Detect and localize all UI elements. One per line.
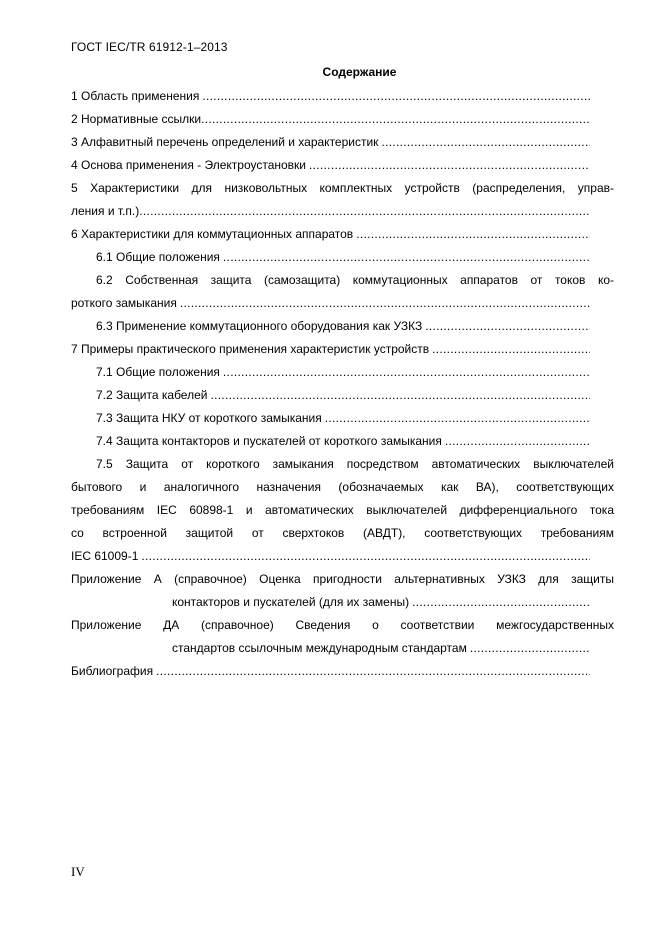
toc-entry-text-cont: стандартов ссылочным международным стандартам — [172, 641, 467, 655]
document-code-header: ГОСТ IEC/TR 61912-1–2013 — [71, 40, 228, 54]
toc-entry-text-cont: бытового и аналогичного назначения (обозначаемых как ВА), соответствующих — [71, 480, 614, 494]
toc-leader — [139, 200, 590, 223]
toc-entry-text: Приложение ДА (справочное) Сведения о соответствии межгосударственных — [71, 618, 614, 632]
toc-leader — [309, 154, 590, 177]
toc-leader — [432, 338, 590, 361]
toc-entry-text: 1 Область применения — [71, 89, 200, 103]
toc-entry-text: 4 Основа применения - Электроустановки — [71, 158, 307, 172]
toc-entry-4[interactable] — [71, 154, 590, 177]
toc-leader — [210, 384, 590, 407]
toc-entry-2[interactable] — [71, 108, 590, 131]
toc-leader — [325, 407, 590, 430]
toc-entry-text: 7.2 Защита кабелей — [96, 388, 208, 402]
toc-entry-text: 7.5 Защита от короткого замыкания посредством автоматических выключателей — [96, 457, 614, 471]
toc-entry-text-cont: роткого замыкания — [71, 296, 177, 310]
toc-entry-text: 6.3 Применение коммутационного оборудования как УЗКЗ — [96, 319, 423, 333]
toc-leader — [381, 131, 590, 154]
toc-entry-text: 7.4 Защита контакторов и пускателей от короткого замыкания — [96, 434, 442, 448]
toc-entry-text-cont: со встроенной защитой от сверхтоков (АВДТ), соответствующих требованиям — [71, 526, 614, 540]
toc-entry-appendix-a[interactable] — [71, 568, 614, 614]
toc-entry-text: 3 Алфавитный перечень определений и характеристик — [71, 135, 379, 149]
toc-entry-6-3[interactable] — [71, 315, 590, 338]
toc-leader — [470, 637, 590, 660]
toc-entry-bibliography[interactable] — [71, 660, 590, 683]
toc-leader — [202, 85, 590, 108]
toc-entry-text: Библиография — [71, 664, 154, 678]
toc-entry-7-2[interactable] — [71, 384, 590, 407]
toc-entry-3[interactable] — [71, 131, 590, 154]
toc-leader — [223, 246, 590, 269]
toc-entry-text: 6 Характеристики для коммутационных аппаратов — [71, 227, 354, 241]
toc-leader — [223, 361, 590, 384]
toc-entry-text-cont: требованиям IEC 60898-1 и автоматических выключателей дифференциального тока — [71, 503, 614, 517]
toc-entry-7-3[interactable] — [71, 407, 590, 430]
toc-entry-text-cont: ления и т.п.) — [71, 204, 140, 218]
page-title: Содержание — [322, 65, 397, 79]
toc-entry-appendix-da[interactable] — [71, 614, 614, 660]
toc-entry-text-cont: IEC 61009-1 — [71, 549, 139, 563]
toc-leader — [141, 545, 590, 568]
toc-entry-text: 6.1 Общие положения — [96, 250, 220, 264]
toc-leader — [412, 591, 590, 614]
toc-entry-text: 7.3 Защита НКУ от короткого замыкания — [96, 411, 322, 425]
table-of-contents — [71, 85, 614, 683]
toc-entry-text: 7.1 Общие положения — [96, 365, 220, 379]
toc-leader — [201, 108, 590, 131]
toc-entry-6[interactable] — [71, 223, 590, 246]
toc-entry-1[interactable] — [71, 85, 590, 108]
page-number: IV — [71, 864, 85, 879]
toc-entry-text: 7 Примеры практического применения характеристик устройств — [71, 342, 430, 356]
toc-leader — [180, 292, 590, 315]
toc-leader — [356, 223, 590, 246]
toc-entry-7[interactable] — [71, 338, 590, 361]
toc-leader — [425, 315, 590, 338]
toc-entry-6-2[interactable] — [71, 269, 614, 315]
toc-entry-text: 2 Нормативные ссылки — [71, 112, 202, 126]
toc-leader — [445, 430, 590, 453]
toc-leader — [156, 660, 590, 683]
toc-entry-7-4[interactable] — [71, 430, 590, 453]
toc-entry-6-1[interactable] — [71, 246, 590, 269]
toc-entry-text: 6.2 Собственная защита (самозащита) коммутационных аппаратов от токов ко- — [96, 273, 614, 287]
toc-entry-5[interactable] — [71, 177, 614, 223]
toc-entry-text-cont: контакторов и пускателей (для их замены) — [172, 595, 410, 609]
toc-entry-text: Приложение А (справочное) Оценка пригодности альтернативных УЗКЗ для защиты — [71, 572, 614, 586]
toc-entry-7-1[interactable] — [71, 361, 590, 384]
toc-entry-7-5[interactable] — [71, 453, 614, 568]
toc-entry-text: 5 Характеристики для низковольтных комплектных устройств (распределения, управ- — [71, 181, 614, 195]
